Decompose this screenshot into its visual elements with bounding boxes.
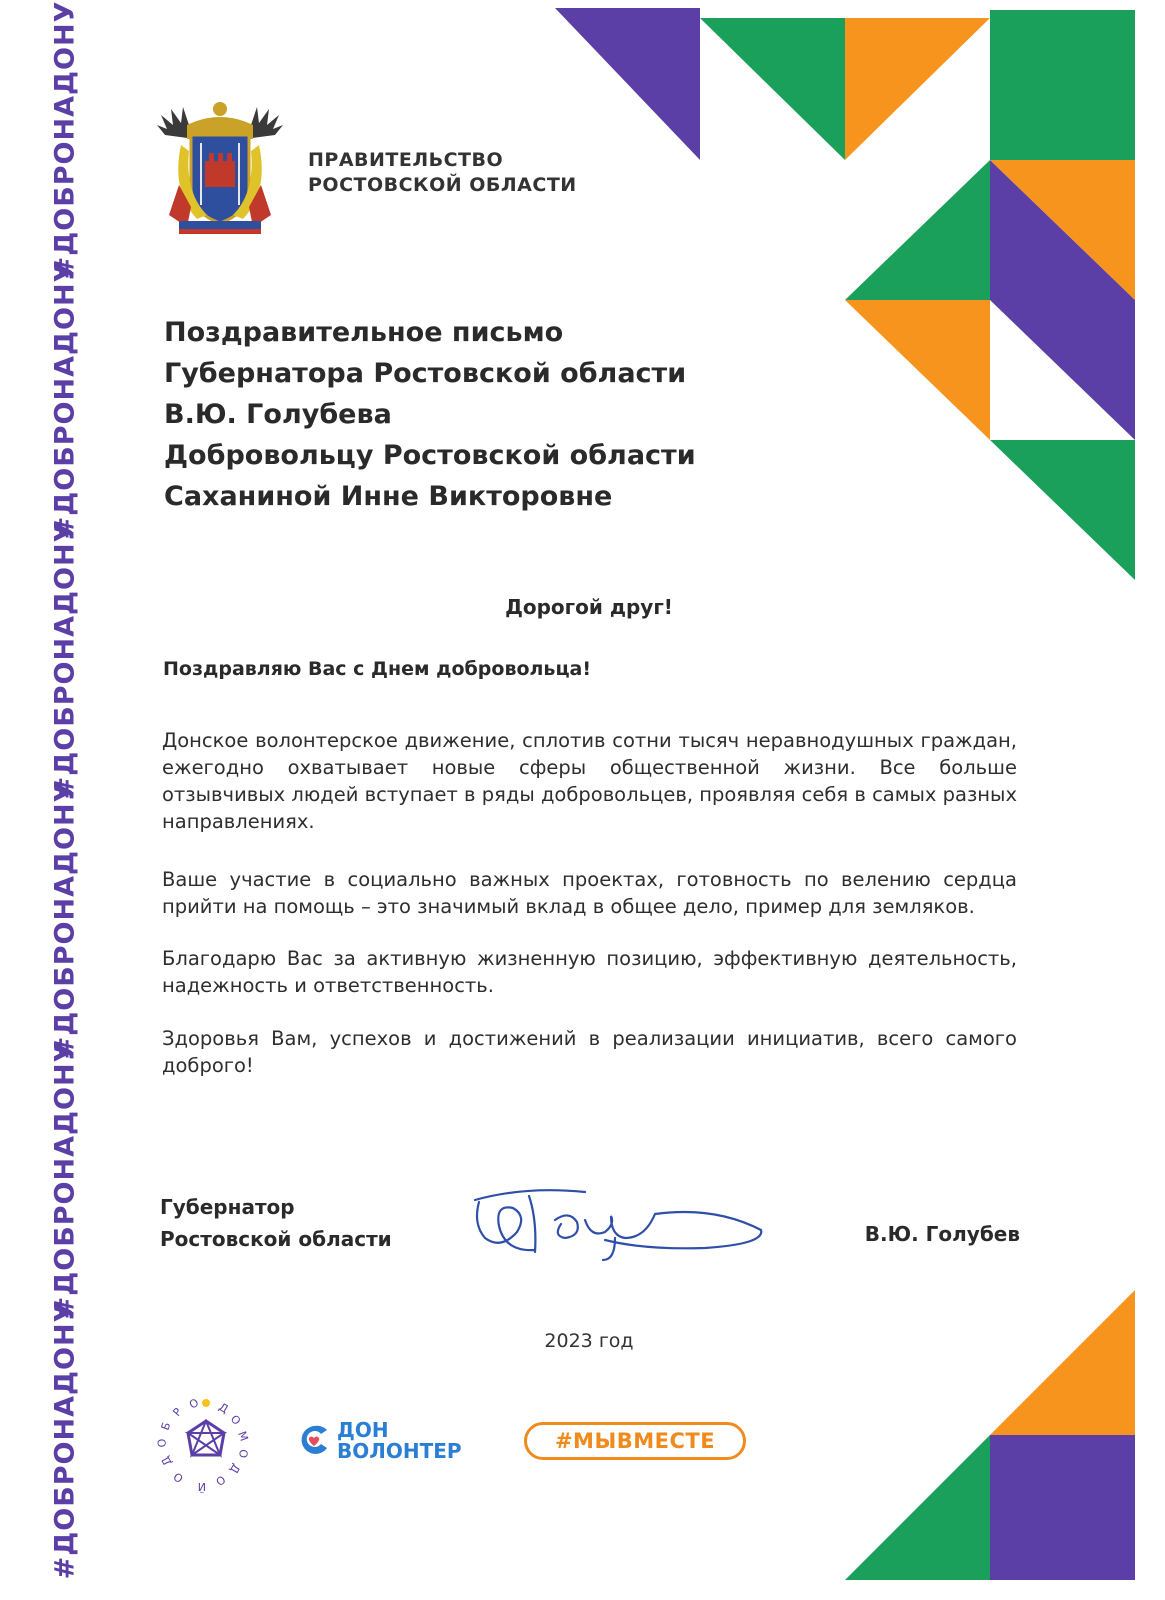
dobro-domodoy-logo-icon — [155, 1395, 254, 1493]
title-line: Добровольцу Ростовской области — [164, 440, 696, 471]
svg-text:О: О — [236, 1448, 250, 1459]
don-logo-line1: ДОН — [337, 1418, 389, 1442]
title-line: В.Ю. Голубева — [164, 399, 392, 430]
sidebar-hashtag: #ДОБРОНАДОНУ — [49, 780, 81, 1060]
don-logo-line2: ВОЛОНТЕР — [337, 1439, 462, 1463]
svg-text:О: О — [171, 1469, 186, 1486]
letter-title — [164, 312, 764, 517]
title-line: Поздравительное письмо — [164, 317, 564, 348]
signatory-title-line1: Губернатор — [160, 1195, 295, 1219]
org-name-line1: ПРАВИТЕЛЬСТВО — [308, 149, 504, 171]
signatory-name: В.Ю. Голубев — [864, 1222, 1020, 1246]
handwritten-signature — [465, 1180, 770, 1260]
svg-text:О: О — [155, 1438, 169, 1448]
svg-text:Б: Б — [158, 1420, 174, 1433]
sidebar-hashtag: #ДОБРОНАДОНУ — [49, 520, 81, 800]
sidebar-hashtag: #ДОБРОНАДОНУ — [49, 0, 81, 280]
svg-text:О: О — [227, 1412, 244, 1428]
title-line: Саханиной Инне Викторовне — [164, 481, 613, 512]
svg-text:Д: Д — [227, 1461, 243, 1476]
svg-text:М: М — [235, 1429, 251, 1443]
greeting: Дорогой друг! — [505, 595, 673, 619]
letter-paragraph: Здоровья Вам, успехов и достижений в реализации инициатив, всего самого доброго! — [162, 1027, 1017, 1077]
letter-paragraph: Благодарю Вас за активную жизненную позицию, эффективную деятельность, надежность и ответственность. — [162, 947, 1017, 997]
signatory-title — [160, 1191, 392, 1255]
myvmeste-badge: #МЫВМЕСТЕ — [524, 1422, 746, 1460]
svg-text:Д: Д — [159, 1454, 175, 1468]
letter-year: 2023 год — [544, 1330, 634, 1352]
svg-text:Р: Р — [170, 1405, 185, 1419]
sidebar-hashtag: #ДОБРОНАДОНУ — [49, 1040, 81, 1320]
hashtag-sidebar — [40, 0, 90, 1600]
organization-name — [308, 148, 577, 198]
sidebar-hashtag: #ДОБРОНАДОНУ — [49, 260, 81, 540]
svg-text:О: О — [187, 1396, 202, 1412]
letter-paragraph: Донское волонтерское движение, сплотив сотни тысяч неравнодушных граждан, ежегодно охватывает новые сферы общественной жизни. Все больше отзывчивых людей вступает в ряды добровольцев, проявляя себя в самых разных направлениях. — [162, 729, 1017, 833]
svg-text:О: О — [213, 1472, 228, 1489]
title-line: Губернатора Ростовской области — [164, 358, 687, 389]
sidebar-hashtag: #ДОБРОНАДОНУ — [49, 1300, 81, 1580]
signatory-title-line2: Ростовской области — [160, 1227, 392, 1251]
letter-paragraph: Ваше участие в социально важных проектах, готовность по велению сердца прийти на помощь – это значимый вклад в общее дело, пример для земляков. — [162, 868, 1017, 918]
svg-text:Й: Й — [197, 1480, 206, 1493]
coat-of-arms-icon — [157, 95, 283, 235]
location-pin-icon — [297, 1424, 331, 1460]
congratulation-line: Поздравляю Вас с Днем добровольца! — [163, 658, 592, 680]
org-name-line2: РОСТОВСКОЙ ОБЛАСТИ — [308, 174, 577, 196]
svg-text:Д: Д — [216, 1400, 231, 1416]
